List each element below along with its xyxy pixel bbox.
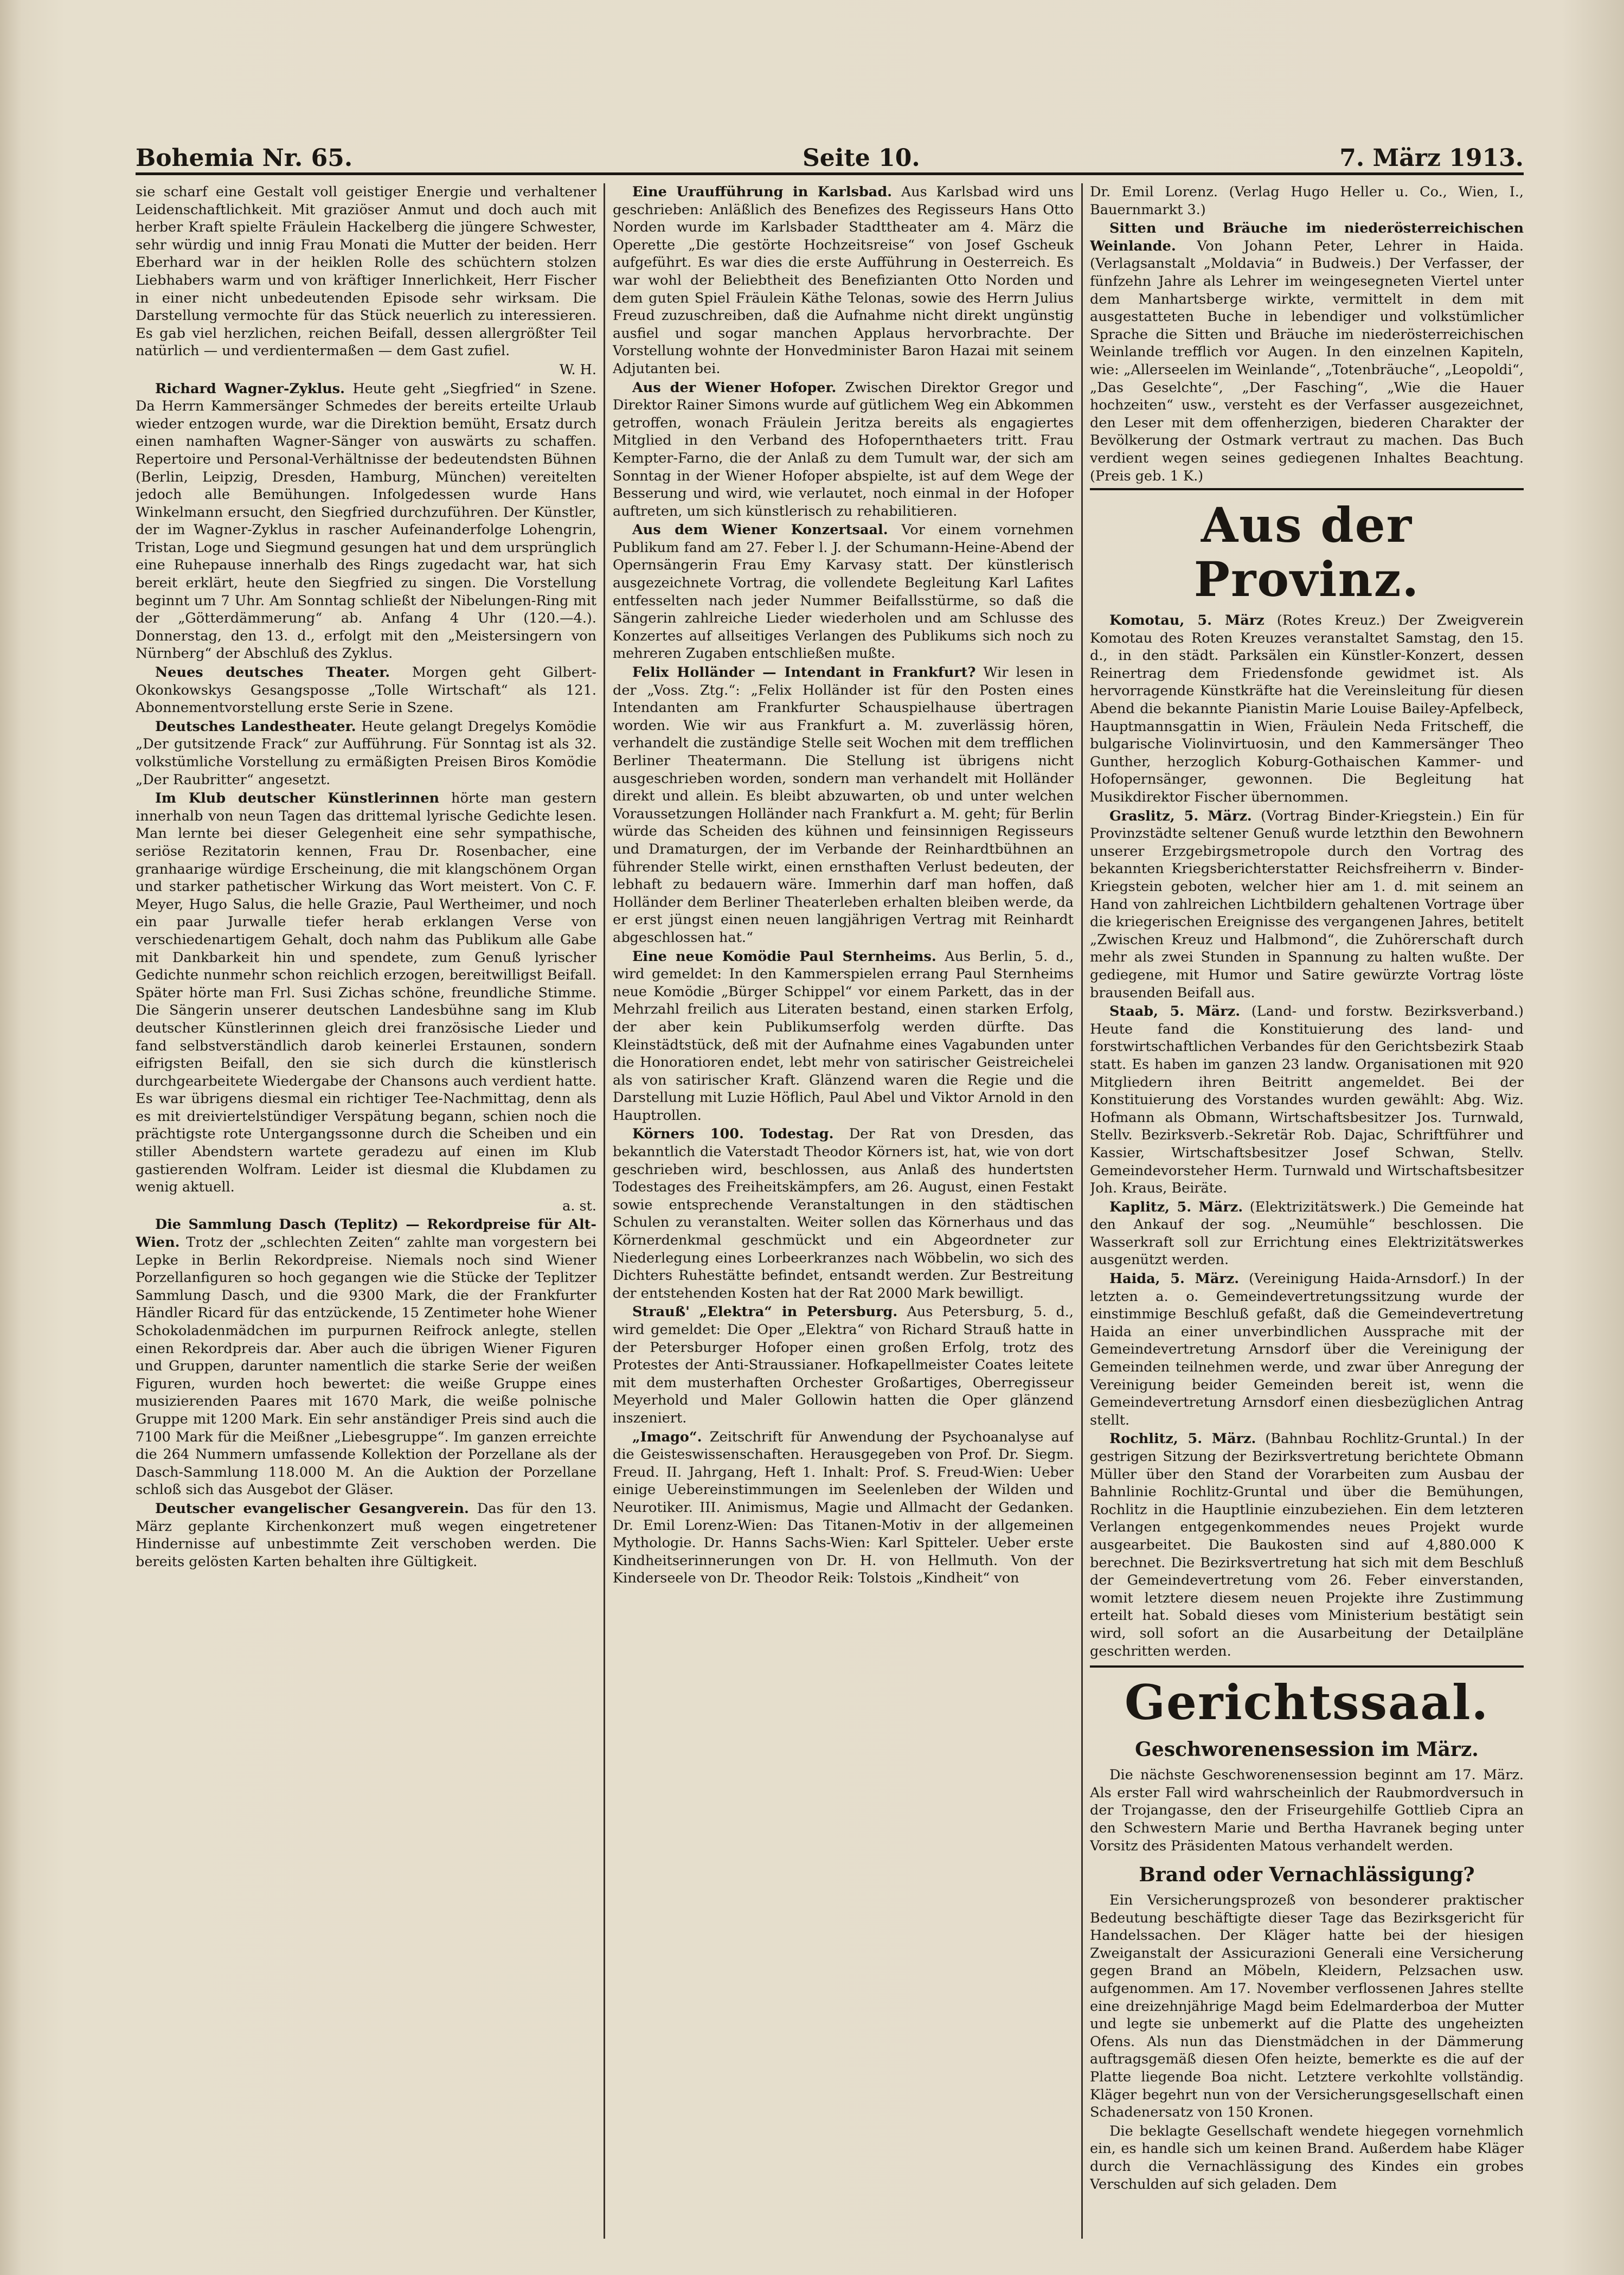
article-text: (Vereinigung Haida-Arnsdorf.) In der letzten a. o. Gemeindevertretungssitzung wurde der einstimmige Beschluß gefaßt, daß die Gemeindevertretung Haida an einer unverbindlichen Aussprache mit der Gemeindevertretung Arnsdorf über die Vereinigung der Gemeinden teilnehmen werde, und zwar über Anregung der Vereinigung beider Gemeinden bereit ist, wenn die Gemeindevertretung Arnsdorf einen diesbezüglichen Antrag stellt. — [1090, 1271, 1524, 1428]
article — [136, 380, 596, 663]
article-text: Das für den 13. März geplante Kirchenkonzert muß wegen eingetretener Hindernisse auf unbestimmte Zeit verschoben werden. Die bereits gelösten Karten behalten ihre Gültigkeit. — [136, 1500, 596, 1570]
article-headline: Richard Wagner-Zyklus. — [155, 380, 345, 397]
header-issue: Bohemia Nr. 65. — [136, 144, 353, 172]
article-headline: Körners 100. Todestag. — [632, 1126, 834, 1143]
article — [136, 1216, 596, 1499]
article-signature: W. H. — [559, 361, 596, 378]
article-text: Wir lesen in der „Voss. Ztg.“: „Felix Holländer ist für den Posten eines Intendanten am Frankfurter Schauspielhause übertragen worden. Wie wir aus Frankfurt a. M. zuverlässig hören, verhandelt die zuständige Stelle seit Wochen mit dem trefflichen Berliner Theatermann. Die Stellung ist übrigens nicht ausgeschrieben worden, sondern man verhandelt mit Holländer direkt und allein. Es bleibt abzuwarten, ob und unter welchen Voraussetzungen Holländer nach Frankfurt a. M. geht; für Berlin würde das Scheiden des kühnen und feinsinnigen Regisseurs und Dramaturgen, der im Verbande der Reinhardtbühnen an führender Stelle wirkt, einen ernsthaften Verlust bedeuten, der lebhaft zu bedauern wäre. Immerhin darf man hoffen, daß Holländer dem Berliner Theaterleben erhalten bleiben werde, da er erst jüngst einen neuen langjährigen Vertrag mit Reinhardt abgeschlossen hat.“ — [613, 664, 1074, 946]
article — [613, 948, 1074, 1125]
article — [136, 664, 596, 717]
header-date: 7. März 1913. — [1339, 144, 1524, 172]
article-headline: Haida, 5. März. — [1109, 1271, 1240, 1287]
article-text: Die beklagte Gesellschaft wendete hiegegen vornehmlich ein, es handle sich um keinen Brand. Außerdem habe Kläger durch die Vernachlässigung des Kindes ein grobes Verschulden auf sich geladen. Dem — [1090, 2123, 1524, 2193]
article — [136, 790, 596, 1196]
article — [613, 183, 1074, 378]
column-rule — [1081, 183, 1083, 2239]
article-text: hörte man gestern innerhalb von neun Tagen das drittemal lyrische Gedichte lesen. Man lernte bei dieser Gelegenheit eine sehr sympathische, seriöse Rezitatorin kennen, Frau Dr. Rosenbacher, eine granhaarige würdige Erscheinung, die mit klangschönem Organ und starker pathetischer Wirkung das Wort meistert. Von C. F. Meyer, Hugo Salus, die helle Grazie, Paul Wertheimer, und noch ein paar Jurwalle tiefer herab erklangen Verse von verschiedenartigem Gehalt, doch nahm das Publikum alle Gabe mit Dankbarkeit hin und spendete, zum Genuß lyrischer Gedichte nunmehr schon reichlich erzogen, bereitwilligst Beifall. Später hörte man Frl. Susi Zichas schöne, freundliche Stimme. Die Sängerin unserer deutschen Landesbühne sang im Klub deutscher Künstlerinnen gleich drei französische Lieder und fand selbstverständlich darob keinerlei Erstaunen, sondern eifrigsten Beifall, den sie sich durch die künstlerisch durchgearbeitete Wiedergabe der Chansons auch verdient hatte. Es war übrigens diesmal ein richtiger Tee-Nachmittag, denn als es mit dreiviertelstündiger Verspätung begann, schien noch die prächtigste rote Untergangssonne durch die Scheiben und ein stiller Abendstern wartete geradezu auf einen im Klub gastierenden Wolfram. Leider ist diesmal die Klubdamen zu wenig aktuell. — [136, 790, 596, 1196]
article-text: Trotz der „schlechten Zeiten“ zahlte man vorgestern bei Lepke in Berlin Rekordpreise. Niemals noch sind Wiener Porzellanfiguren so hoch gegangen wie die Stücke der Teplitzer Sammlung Dasch, und die 9300 Mark, die der Frankfurter Händler Ricard für das entzückende, 15 Zentimeter hohe Wiener Schokoladenmädchen im purpurnen Reifrock anlegte, stellen einen Rekordpreis dar. Aber auch die übrigen Wiener Figuren und Gruppen, darunter namentlich die starke Serie der weißen Figuren, wurden hoch bewertet: die weiße Gruppe eines musizierenden Paares mit 1670 Mark, die weiße polnische Gruppe mit 1200 Mark. Ein sehr anständiger Preis sind auch die 7100 Mark für die Meißner „Liebesgruppe“. Im ganzen erreichte die 264 Nummern umfassende Kollektion der Porzellane als der Dasch-Sammlung 118.000 M. An die Auktion der Porzellane schloß sich das Ausgebot der Gläser. — [136, 1234, 596, 1498]
article-headline: Eine Uraufführung in Karlsbad. — [632, 184, 893, 200]
article-headline: Staab, 5. März. — [1109, 1003, 1241, 1020]
article-text: (Land- und forstw. Bezirksverband.) Heute fand die Konstituierung des land- und forstwirtschaftlichen Verbandes für den Gerichtsbezirk Staab statt. Es haben im ganzen 23 landw. Organisationen mit 920 Mitgliedern ihren Beitritt angemeldet. Bei der Konstituierung des Vorstandes wurden gewählt: Abg. Wiz. Hofmann als Obmann, Wirtschaftsbesitzer Jos. Turnwald, Stellv. Bezirksverb.-Sekretär Rob. Dajac, Schriftführer und Kassier, Wirtschaftsbesitzer Josef Schwan, Stellv. Gemeindevorsteher Herm. Turnwald und Wirtschaftsbesitzer Joh. Kraus, Beiräte. — [1090, 1003, 1524, 1197]
article-headline: Eine neue Komödie Paul Sternheims. — [632, 948, 936, 965]
article-text: Morgen geht Gilbert-Okonkowskys Gesangsposse „Tolle Wirtschaft“ als 121. Abonnementvorstellung erste Serie in Szene. — [136, 664, 596, 716]
article — [136, 718, 596, 789]
article-headline: Sitten und Bräuche im niederösterreichischen Weinlande. — [1090, 220, 1524, 254]
article-headline: Deutscher evangelischer Gesangverein. — [155, 1500, 469, 1517]
section-divider — [1090, 1665, 1524, 1668]
section-title-court: Gerichtssaal. — [1124, 1674, 1490, 1731]
article-text: Aus Petersburg, 5. d., wird gemeldet: Die Oper „Elektra“ von Richard Strauß hatte in der Petersburger Hofoper einen großen Erfolg, trotz des Protestes der Anti-Straussianer. Hofkapellmeister Coates leitete mit dem musterhaften Orchester Großartiges, Oberregisseur Meyerhold und Maler Gollowin hatten die Oper glänzend inszeniert. — [613, 1304, 1074, 1426]
article-text: Der Rat von Dresden, das bekanntlich die Vaterstadt Theodor Körners ist, hat, wie von dort geschrieben wird, beschlossen, aus Anlaß des hundertsten Todestages des Freiheitskämpfers, am 26. August, einen Festakt sowie entsprechende Veranstaltungen in den städtischen Schulen zu veranstalten. Weiter sollen das Körnerhaus und das Körnerdenkmal geschmückt und ein Abgeordneter zur Niederlegung eines Lorbeerkranzes nach Wöbbelin, wo sich des Dichters Ruhestätte befindet, entsandt werden. Zur Bestreitung der entstehenden Kosten hat der Rat 2000 Mark bewilligt. — [613, 1126, 1074, 1302]
article — [613, 1303, 1074, 1427]
article — [1090, 1199, 1524, 1269]
article — [1090, 612, 1524, 806]
article-text: Heute gelangt Dregelys Komödie „Der gutsitzende Frack“ zur Aufführung. Für Sonntag ist als 32. volkstümliche Vorstellung zu ermäßigten Preisen Biros Komödie „Der Raubritter“ angesetzt. — [136, 718, 596, 788]
article-text: Heute geht „Siegfried“ in Szene. Da Herrn Kammersänger Schmedes der bereits erteilte Urlaub wieder entzogen wurde, war die Direktion bemüht, Ersatz durch einen namhaften Wagner-Sänger von auswärts zu schaffen. Repertoire und Personal-Verhältnisse der bedeutendsten Bühnen (Berlin, Leipzig, Dresden, Hamburg, München) vereitelten jedoch alle Bemühungen. Infolgedessen wurde Hans Winkelmann ersucht, den Siegfried durchzuführen. Der Künstler, der im Wagner-Zyklus in rascher Aufeinanderfolge Lohengrin, Tristan, Loge und Siegmund gesungen hat und dem ursprünglich eine Ruhepause innerhalb des Rings zugedacht war, hat sich bereit erklärt, heute den Siegfried zu singen. Die Vorstellung beginnt um 7 Uhr. Am Sonntag schließt der Nibelungen-Ring mit der „Götterdämmerung“ ab. Anfang 4 Uhr (120.—4.). Donnerstag, den 13. d., erfolgt mit den „Meistersingern von Nürnberg“ der Abschluß des Zyklus. — [136, 380, 596, 662]
book-notices — [1090, 183, 1524, 490]
column-3 — [1090, 183, 1524, 2244]
article — [1090, 808, 1524, 1002]
article-headline: „Imago“. — [632, 1428, 702, 1445]
article-text: (Rotes Kreuz.) Der Zweigverein Komotau des Roten Kreuzes veranstaltet Samstag, den 15. d., in den städt. Parksälen ein Künstler-Konzert, dessen Reinertrag dem Friedensfonde gewidmet ist. Als hervorragende Künstkräfte hat die Vereinsleitung für diesen Abend die bekannte Pianistin Marie Louise Bailey-Apfelbeck, Hauptmannsgattin in Wien, Fräulein Neda Fritscheff, die bulgarische Violinvirtuosin, und den Kammersänger Theo Gunther, herzoglich Koburg-Gothaischen Kammer- und Hofopernsänger, gewonnen. Die Begleitung hat Musikdirektor Fischer übernommen. — [1090, 612, 1524, 806]
header-page-number: Seite 10. — [803, 144, 920, 172]
article-headline: Graslitz, 5. März. — [1109, 808, 1252, 824]
article-headline: Neues deutsches Theater. — [155, 664, 390, 681]
article-headline: Die Sammlung Dasch (Teplitz) — Rekordpreise für Alt-Wien. — [136, 1216, 596, 1251]
article-text: Zeitschrift für Anwendung der Psychoanalyse auf die Geisteswissenschaften. Herausgegeben von Prof. Dr. Siegm. Freud. II. Jahrgang, Heft 1. Inhalt: Prof. S. Freud-Wien: Ueber einige Uebereinstimmungen im Seelenleben der Wilden und Neurotiker. III. Animismus, Magie und Allmacht der Gedanken. Dr. Emil Lorenz-Wien: Das Titanen-Motiv in der allgemeinen Mythologie. Dr. Hanns Sachs-Wien: Karl Spitteler. Ueber erste Kindheitserinnerungen von Dr. H. von Hellmuth. Von der Kinderseele von Dr. Theodor Reik: Tolstois „Kindheit“ von — [613, 1428, 1074, 1587]
article — [613, 521, 1074, 663]
article-text: Dr. Emil Lorenz. (Verlag Hugo Heller u. Co., Wien, I., Bauernmarkt 3.) — [1090, 184, 1524, 218]
article — [613, 1428, 1074, 1587]
article-text: Von Johann Peter, Lehrer in Haida. (Verlagsanstalt „Moldavia“ in Budweis.) Der Verfasser, der fünfzehn Jahre als Lehrer im weingesegneten Viertel unter dem Manhartsberge wirkte, vermittelt in dem mit ausgestatteten Buche in lebendiger und volkstümlicher Sprache die Sitten und Bräuche im niederösterreichischen Weinlande trefflich vor Augen. In den einzelnen Kapiteln, wie: „Allerseelen im Weinlande“, „Totenbräuche“, „Leopoldi“, „Das Geselchte“, „Der Fasching“, „Wie die Hauer hochzeiten“ usw., versteht es der Verfasser ausgezeichnet, den Leser mit dem offenherzigen, biederen Charakter der Bevölkerung der Ostmark vertraut zu machen. Das Buch verdient wegen seines gediegenen Inhaltes Beachtung. (Preis geb. 1 K.) — [1090, 238, 1524, 484]
article-text: Aus Berlin, 5. d., wird gemeldet: In den Kammerspielen errang Paul Sternheims neue Komödie „Bürger Schippel“ vor einem Parkett, das in der Mehrzahl freilich aus Literaten bestand, einen starken Erfolg, der aber kein Publikumserfolg werden dürfte. Das Kleinstädtstück, deß mit der Aufnahme eines Vagabunden unter die Honoratioren endet, lebt mehr von satirischer Geistreichelei als von satirischer Kraft. Glänzend waren die Regie und die Darstellung mit Luzie Höflich, Paul Abel und Viktor Arnold in den Hauptrollen. — [613, 948, 1074, 1124]
article-text: (Vortrag Binder-Kriegstein.) Ein für Provinzstädte seltener Genuß wurde letzthin den Bewohnern unserer Erzgebirgsmetropole durch den Vortrag des bekannten Kriegsberichterstatter Reichsfreiherrn v. Binder-Kriegstein geboten, welcher hier am 1. d. mit seinem an Hand von zahlreichen Lichtbildern gehaltenen Vortrage über die kriegerischen Ereignisse des vergangenen Jahres, betitelt „Zwischen Kreuz und Halbmond“, die Zuhörerschaft durch mehr als zwei Stunden in Spannung zu halten wußte. Der gediegene, mit Humor und Satire gewürzte Vortrag löste brausenden Beifall aus. — [1090, 808, 1524, 1001]
article-headline: Komotau, 5. März — [1109, 612, 1264, 629]
article — [1090, 1430, 1524, 1660]
article-headline: Im Klub deutscher Künstlerinnen — [155, 790, 440, 807]
article-headline: Aus dem Wiener Konzertsaal. — [632, 522, 888, 539]
subheading: Brand oder Vernachlässigung? — [1139, 1863, 1475, 1887]
article-text: (Bahnbau Rochlitz-Gruntal.) In der gestrigen Sitzung der Bezirksvertretung berichtete Obmann Müller über den Stand der Vorarbeiten zum Ausbau der Bahnlinie Rochlitz-Gruntal und über die Bemühungen, Rochlitz in die Hauptlinie einzubeziehen. Ein dem letzteren Verlangen entgegenkommendes neues Projekt wurde ausgearbeitet. Die Baukosten sind auf 4,880.000 K berechnet. Die Bezirksvertretung hat sich mit dem Beschluß der Gemeindevertretung vom 26. Feber einverstanden, womit letztere diesem neuen Projekte ihre Zustimmung erteilt hat. Sobald dieses vom Ministerium bestätigt sein wird, soll sofort an die Ausarbeitung der Detailpläne geschritten werden. — [1090, 1431, 1524, 1659]
article-text: Zwischen Direktor Gregor und Direktor Rainer Simons wurde auf gütlichem Weg ein Abkommen getroffen, wonach Fräulein Jeritza bereits als engagiertes Mitglied in den Verband des Hofopernthaeters tritt. Frau Kempter-Farno, die der Anlaß zu dem Tumult war, der sich am Sonntag in der Wiener Hofoper abspielte, ist auf dem Wege der Besserung und wird, wie verlautet, noch einmal in der Hofoper auftreten, um sich künstlerisch zu rehabilitieren. — [613, 379, 1074, 520]
article — [613, 664, 1074, 947]
article-text: Aus Karlsbad wird uns geschrieben: Anläßlich des Benefizes des Regisseurs Hans Otto Norden wurde im Karlsbader Stadttheater am 4. März die Operette „Die gestörte Hochzeitsreise“ von Josef Gscheuk aufgeführt. Es war dies die erste Aufführung in Oesterreich. Es war wohl der Beliebtheit des Benefizianten Otto Norden und dem guten Spiel Fräulein Käthe Telonas, sowie des Herrn Julius Freud zuzuschreiben, daß die Aufnahme nicht direkt ungünstig ausfiel und sogar manchen Applaus hervorbrachte. Der Vorstellung wohnte der Honvedminister Baron Hazai mit seinem Adjutanten bei. — [613, 184, 1074, 377]
article-headline: Kaplitz, 5. März. — [1109, 1199, 1243, 1215]
page-header — [136, 140, 1524, 175]
article — [1090, 1270, 1524, 1429]
column-2 — [613, 183, 1074, 2244]
article-text: (Elektrizitätswerk.) Die Gemeinde hat den Ankauf der sog. „Neumühle“ beschlossen. Die Wasserkraft soll zur Errichtung eines Elektrizitätswerkes ausgenützt werden. — [1090, 1199, 1524, 1268]
article-signature: a. st. — [562, 1197, 596, 1214]
article-headline: Rochlitz, 5. März. — [1109, 1431, 1256, 1447]
article-headline: Aus der Wiener Hofoper. — [632, 379, 837, 396]
article — [613, 379, 1074, 521]
column-rule — [604, 183, 605, 2239]
article-headline: Deutsches Landestheater. — [155, 718, 356, 735]
article — [136, 1500, 596, 1571]
article-headline: Felix Holländer — Intendant in Frankfurt? — [632, 664, 976, 681]
article — [1090, 220, 1524, 485]
section-title-province: Aus der Provinz. — [1193, 497, 1420, 608]
article-text: sie scharf eine Gestalt voll geistiger Energie und verhaltener Leidenschaftlichkeit. Mit graziöser Anmut und doch auch mit herber Kraft spielte Fräulein Hackelberg die jüngere Schwester, sehr würdig und innig Frau Monati die Mutter der beiden. Herr Eberhard war in der heiklen Rolle des schüchtern stolzen Liebhabers warm und von kräftiger Innerlichkeit, Herr Fischer in einer nicht unbedeutenden Episode sehr wirksam. Die Darstellung vermochte für das Stück neuerlich zu interessieren. Es gab viel herzlichen, reichen Beifall, dessen allergrößter Teil natürlich — und verdientermaßen — dem Gast zufiel. — [136, 184, 596, 360]
article-text: Ein Versicherungsprozeß von besonderer praktischer Bedeutung beschäftigte dieser Tage das Bezirksgericht für Handelssachen. Der Kläger hatte bei der hiesigen Zweiganstalt der Assicurazioni Generali eine Versicherung gegen Brand an Möbeln, Kleidern, Pelzsachen usw. aufgenommen. Am 17. November verflossenen Jahres stellte eine dreizehnjährige Magd beim Edelmarderboa der Mutter und legte sie unbemerkt auf die Platte des ungeheizten Ofens. Als nun das Dienstmädchen in der Dämmerung auftragsgemäß diesen Ofen heizte, bemerkte es die auf der Platte liegende Boa nicht. Letztere verkohlte vollständig. Kläger begehrt nun von der Versicherungsgesellschaft einen Schadenersatz von 150 Kronen. — [1090, 1892, 1524, 2121]
subheading: Geschworenensession im März. — [1135, 1738, 1479, 1761]
article — [1090, 1003, 1524, 1197]
column-1 — [136, 183, 596, 2244]
article-text: Vor einem vornehmen Publikum fand am 27. Feber l. J. der Schumann-Heine-Abend der Opernsängerin Frau Emy Karvasy statt. Der künstlerisch ausgezeichnete Vortrag, die vollendete Begleitung Karl Lafites entfesselten nach jeder Nummer Beifallsstürme, so daß die Sängerin zahlreiche Lieder wiederholen und am Schlusse des Konzertes auf allseitiges Verlangen des Publikums sich noch zu mehreren Zugaben entschließen mußte. — [613, 522, 1074, 662]
article — [613, 1125, 1074, 1302]
article-text: Die nächste Geschworenensession beginnt am 17. März. Als erster Fall wird wahrscheinlich der Raubmordversuch in der Trojangasse, den der Friseurgehilfe Gottlieb Cipra an den Schwestern Marie und Bertha Havranek beging unter Vorsitz des Präsidenten Matous verhandelt werden. — [1090, 1767, 1524, 1854]
article-headline: Strauß' „Elektra“ in Petersburg. — [632, 1304, 898, 1321]
